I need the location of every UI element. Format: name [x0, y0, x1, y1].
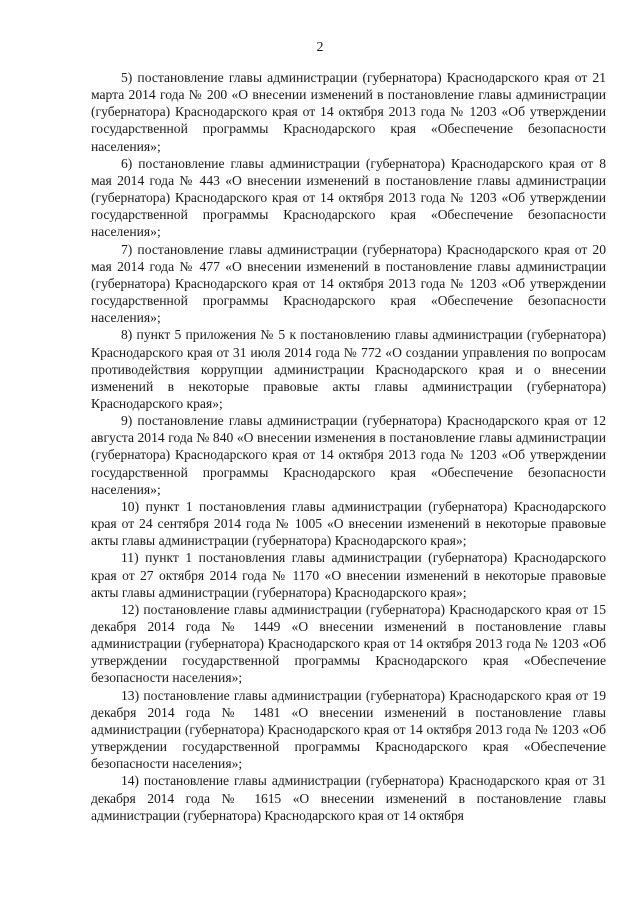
list-item-12: 12) постановление главы администрации (губернатора) Краснодарского края от 15 декабря 2014 года № 1449 «О внесении изменений в постановление главы администрации (губернатора) Краснодарского края от 14 октября 2013 года № 1203 «Об утверждении государственной программы Краснодарского края «Обеспечение безопасности населения»; [91, 601, 606, 686]
document-body [91, 69, 606, 824]
list-item-9: 9) постановление главы администрации (губернатора) Краснодарского края от 12 августа 2014 года № 840 «О внесении изменения в постановление главы администрации (губернатора) Краснодарского края от 14 октября 2013 года № 1203 «Об утверждении государственной программы Краснодарского края «Обеспечение безопасности населения»; [91, 413, 606, 497]
list-item-11: 11) пункт 1 постановления главы администрации (губернатора) Краснодарского края от 27 октября 2014 года № 1170 «О внесении изменений в некоторые правовые акты главы администрации (губернатора) Краснодарского края»; [91, 550, 606, 600]
list-item-14: 14) постановление главы администрации (губернатора) Краснодарского края от 31 декабря 2014 года № 1615 «О внесении изменений в постановление главы администрации (губернатора) Краснодарского края от 14 октября [91, 773, 606, 823]
list-item-6: 6) постановление главы администрации (губернатора) Краснодарского края от 8 мая 2014 года № 443 «О внесении изменений в постановление главы администрации (губернатора) Краснодарского края от 14 октября 2013 года № 1203 «Об утверждении государственной программы Краснодарского края «Обеспечение безопасности населения»; [91, 155, 606, 240]
list-item-5: 5) постановление главы администрации (губернатора) Краснодарского края от 21 марта 2014 года № 200 «О внесении изменений в постановление главы администрации (губернатора) Краснодарского края от 14 октября 2013 года № 1203 «Об утверждении государственной программы Краснодарского края «Обеспечение безопасности населения»; [91, 70, 606, 154]
list-item-10: 10) пункт 1 постановления главы администрации (губернатора) Краснодарского края от 24 сентября 2014 года № 1005 «О внесении изменений в некоторые правовые акты главы администрации (губернатора) Краснодарского края»; [91, 498, 606, 549]
list-item-7: 7) постановление главы администрации (губернатора) Краснодарского края от 20 мая 2014 года № 477 «О внесении изменений в постановление главы администрации (губернатора) Краснодарского края от 14 октября 2013 года № 1203 «Об утверждении государственной программы Краснодарского края «Обеспечение безопасности населения»; [91, 241, 606, 326]
list-item-8: 8) пункт 5 приложения № 5 к постановлению главы администрации (губернатора) Краснодарского края от 31 июля 2014 года № 772 «О создании управления по вопросам противодействия коррупции администрации Краснодарского края и о внесении изменений в некоторые правовые акты главы администрации (губернатора) Краснодарского края»; [91, 327, 606, 411]
list-item-13: 13) постановление главы администрации (губернатора) Краснодарского края от 19 декабря 2014 года № 1481 «О внесении изменений в постановление главы администрации (губернатора) Краснодарского края от 14 октября 2013 года № 1203 «Об утверждении государственной программы Краснодарского края «Обеспечение безопасности населения»; [91, 687, 606, 772]
page-number: 2 [316, 40, 324, 55]
